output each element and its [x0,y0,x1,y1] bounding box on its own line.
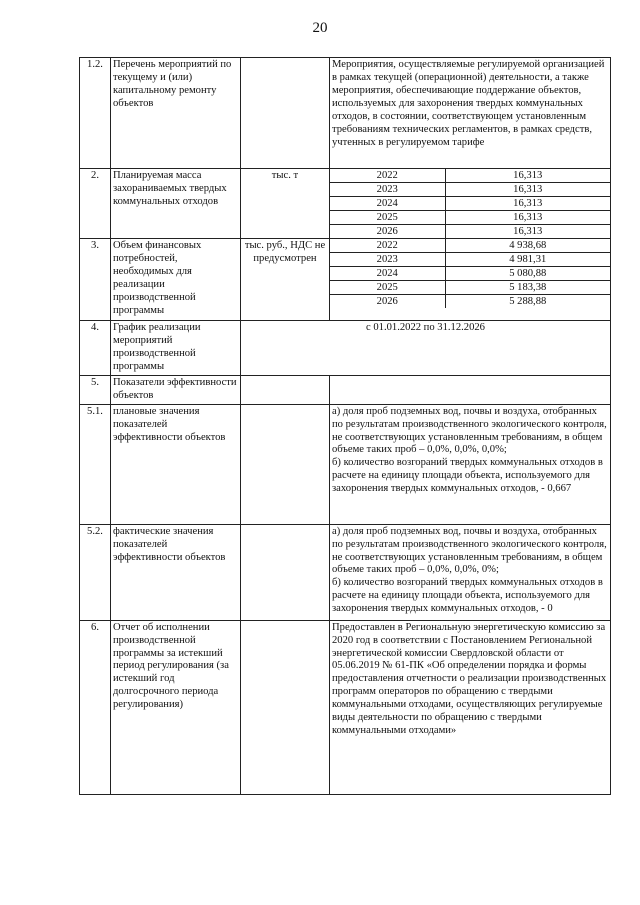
production-program-table [79,57,611,795]
year-cell: 2025 [330,211,445,225]
value-cell: 16,313 [513,226,543,237]
year-row [330,239,610,253]
year-cell: 2023 [330,253,445,267]
table-row-5-1 [80,404,611,524]
year-row [330,197,610,211]
value-cell: 16,313 [445,211,610,225]
indicator-b: б) количество возгораний твердых коммунальных отходов в расчете на единицу площади объекта, используемого для захоронения твердых коммунальных отходов, - 0,667 [332,457,603,495]
year-value-table [330,239,610,308]
year-row [330,169,610,183]
row-number: 3. [80,239,111,321]
row-name: фактические значения показателей эффективности объектов [111,524,241,620]
year-row [330,281,610,295]
row-unit [241,375,330,404]
row-name: плановые значения показателей эффективности объектов [111,404,241,524]
row-name: Отчет об исполнении производственной программы за истекший период регулирования (за истекший год долгосрочного периода регулирования) [111,620,241,794]
row-name: График реализации мероприятий производственной программы [111,321,241,376]
row-name: Показатели эффективности объектов [111,375,241,404]
row-name: Перечень мероприятий по текущему и (или) капитальному ремонту объектов [111,58,241,169]
value-cell: 5 080,88 [445,267,610,281]
row-unit: тыс. руб., НДС не предусмотрен [241,239,330,321]
year-value-table [330,169,610,238]
year-row [330,211,610,225]
row-unit [241,58,330,169]
row-value-years [330,169,611,239]
year-cell: 2022 [330,169,445,183]
value-cell: 16,313 [445,183,610,197]
table-row-5-2 [80,524,611,620]
indicator-a: а) доля проб подземных вод, почвы и воздуха, отобранных по результатам производственного экологического контроля, не соответствующих установленным требованиям, в общем объеме таких проб – 0,0%, 0,0%, 0,0%; [332,405,607,456]
year-cell: 2024 [330,197,445,211]
year-cell: 2022 [330,239,445,253]
year-row [330,183,610,197]
row-number: 6. [80,620,111,794]
row-value [330,404,611,524]
value-cell: 16,313 [445,169,610,183]
page-number: 20 [312,20,328,36]
value-cell: 4 938,68 [445,239,610,253]
year-row [330,267,610,281]
table-row-4 [80,321,611,376]
row-name: Планируемая масса захораниваемых твердых коммунальных отходов [111,169,241,239]
row-value: с 01.01.2022 по 31.12.2026 [241,321,611,376]
table-row-6 [80,620,611,794]
row-unit [241,404,330,524]
table-row-1-2 [80,58,611,169]
row-number: 5.1. [80,404,111,524]
value-cell: 4 981,31 [445,253,610,267]
row-value [330,524,611,620]
year-cell: 2025 [330,281,445,295]
year-cell: 2024 [330,267,445,281]
table-row-3 [80,239,611,321]
row-number: 1.2. [80,58,111,169]
year-row [330,295,610,309]
year-cell: 2023 [330,183,445,197]
row-value: Мероприятия, осуществляемые регулируемой организацией в рамках текущей (операционной) деятельности, а также мероприятия, обеспечивающие поддержание объектов, используемых для захоронения твердых коммунальных отходов, в состоянии, соответствующем установленным требованиям технических регламентов, в рамках средств, учтенных в регулируемом тарифе [330,58,611,169]
row-value-years [330,239,611,321]
year-row [330,225,610,239]
row-unit [241,524,330,620]
table-row-2 [80,169,611,239]
row-unit: тыс. т [241,169,330,239]
value-cell: 16,313 [445,197,610,211]
year-row [330,253,610,267]
value-cell: 5 183,38 [445,281,610,295]
row-number: 4. [80,321,111,376]
indicator-b: б) количество возгораний твердых коммунальных отходов в расчете на единицу площади объекта, используемого для захоронения твердых коммунальных отходов, - 0 [332,577,603,615]
row-number: 5.2. [80,524,111,620]
year-cell: 2026 [330,295,445,309]
row-unit [241,620,330,794]
table-row-5 [80,375,611,404]
row-number: 5. [80,375,111,404]
row-name: Объем финансовых потребностей, необходимых для реализации производственной программы [111,239,241,321]
year-cell: 2026 [330,225,445,239]
row-value [330,375,611,404]
value-cell: 5 288,88 [509,296,547,307]
indicator-a: а) доля проб подземных вод, почвы и воздуха, отобранных по результатам производственного экологического контроля, не соответствующих установленным требованиям, в общем объеме таких проб – 0,0%, 0,0%, 0%; [332,525,607,576]
row-number: 2. [80,169,111,239]
row-value: Предоставлен в Региональную энергетическую комиссию за 2020 год в соответствии с Постановлением Региональной энергетической комиссии Свердловской области от 05.06.2019 № 61-ПК «Об определении порядка и формы предоставления отчетности о реализации производственных программ операторов по обращению с твердыми коммунальными отходами, осуществляющих регулируемые виды деятельности по обращению с твердыми коммунальными отходами» [330,620,611,794]
